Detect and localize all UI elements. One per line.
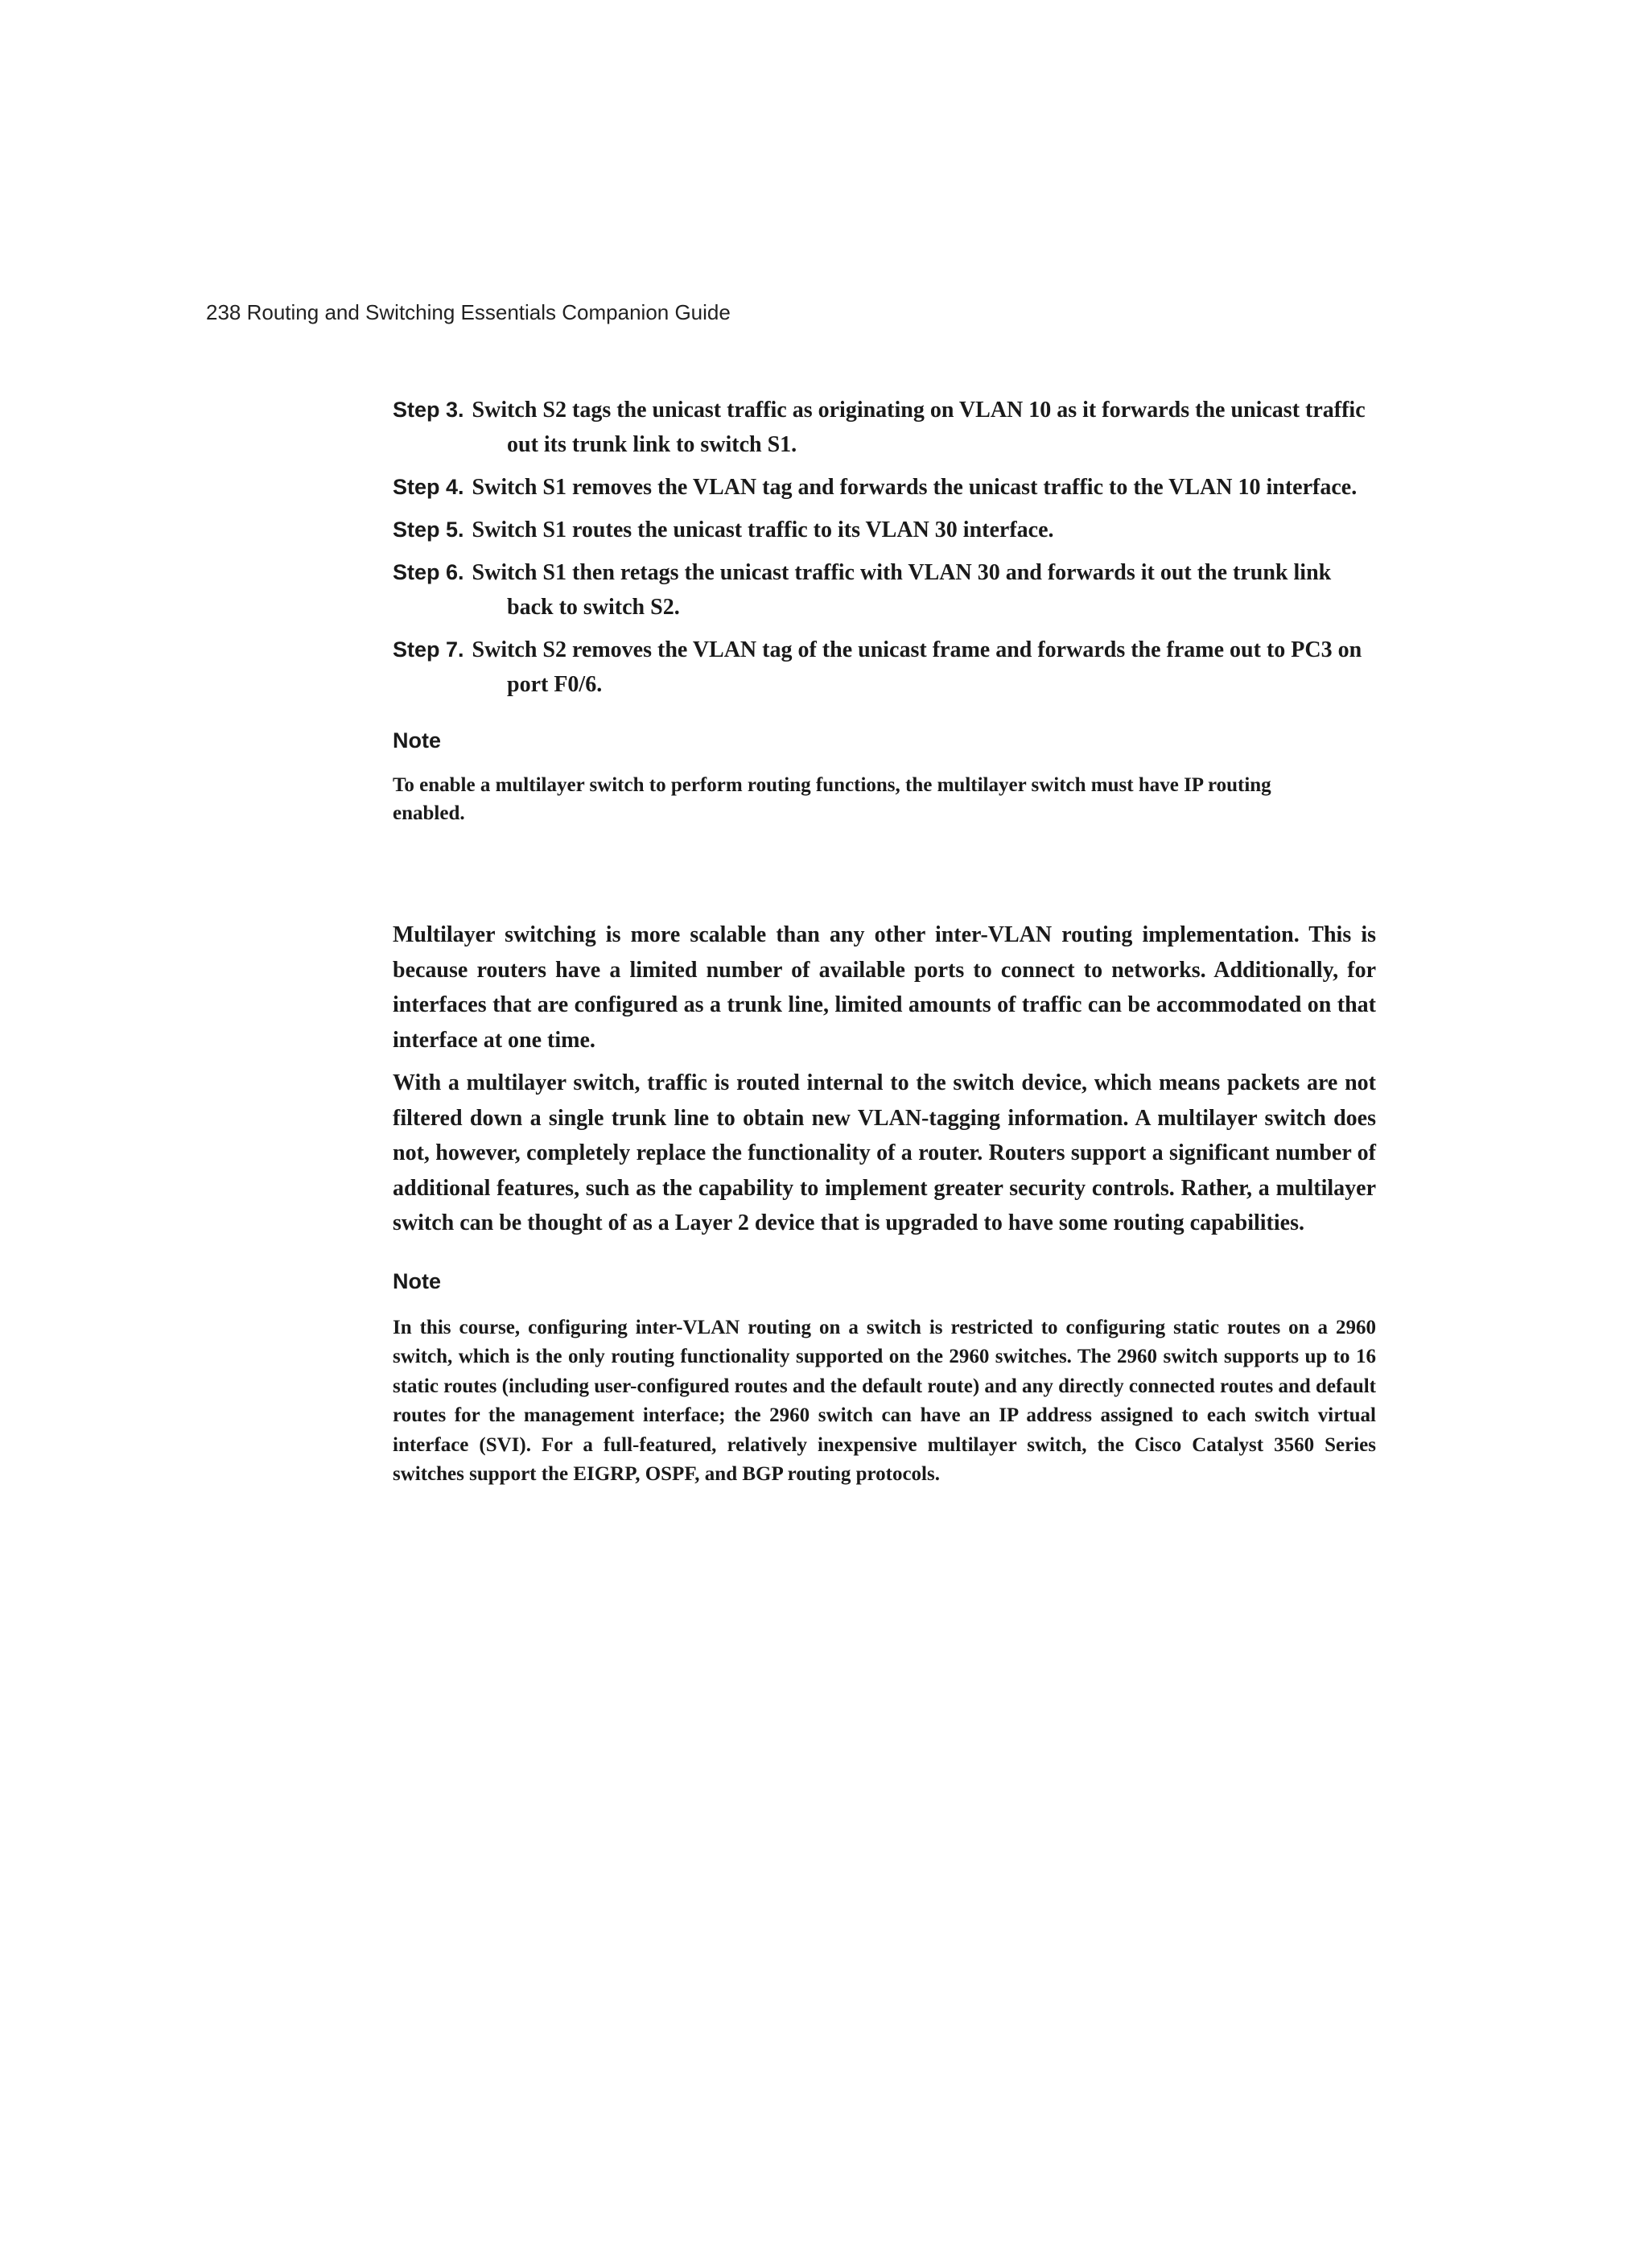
step-4 <box>393 470 1376 505</box>
step-label: Step 4. <box>393 475 464 499</box>
note-heading: Note <box>393 728 441 753</box>
note-text: In this course, configuring inter-VLAN routing on a switch is restricted to configuring static routes on a 2960 switch, which is the only routing functionality supported on the 2960 switches. The 2960 switch supports up to 16 static routes (including user-configured routes and the default route) and any directly connected routes and default routes for the management interface; the 2960 switch can have an IP address assigned to each switch virtual interface (SVI). For a full-featured, relatively inexpensive multilayer switch, the Cisco Catalyst 3560 Series switches support the EIGRP, OSPF, and BGP routing protocols. <box>393 1316 1377 1485</box>
step-label: Step 6. <box>393 560 464 584</box>
page-content <box>393 393 1376 1490</box>
step-6 <box>393 555 1376 625</box>
body-paragraph: With a multilayer switch, traffic is routed internal to the switch device, which means packets are not filtered down a single trunk line to obtain new VLAN-tagging information. A multilayer switch does not, however, completely replace the functionality of a router. Routers support a significant number of additional features, such as the capability to implement greater security controls. Rather, a multilayer switch can be thought of as a Layer 2 device that is upgraded to have some routing capabilities. <box>393 1070 1376 1235</box>
body-paragraph: Multilayer switching is more scalable than any other inter-VLAN routing implementation. This is because routers have a limited number of available ports to connect to networks. Additionally, for interfaces that are configured as a trunk line, limited amounts of traffic can be accommodated on that interface at one time. <box>393 922 1376 1053</box>
step-3 <box>393 393 1376 462</box>
step-7 <box>393 633 1376 702</box>
step-text: Switch S2 removes the VLAN tag of the unicast frame and forwards the frame out to PC3 on port F0/6. <box>472 637 1362 697</box>
step-label: Step 3. <box>393 398 464 422</box>
step-text: Switch S1 routes the unicast traffic to its VLAN 30 interface. <box>472 518 1054 542</box>
note-heading: Note <box>393 1268 441 1293</box>
step-5 <box>393 513 1376 547</box>
step-text: Switch S1 removes the VLAN tag and forwards the unicast traffic to the VLAN 10 interface. <box>472 475 1358 500</box>
running-header: 238 Routing and Switching Essentials Companion Guide <box>206 300 731 324</box>
step-label: Step 7. <box>393 637 464 662</box>
note-text: To enable a multilayer switch to perform routing functions, the multilayer switch must have IP routing enabled. <box>393 774 1271 824</box>
step-text: Switch S1 then retags the unicast traffic with VLAN 30 and forwards it out the trunk link back to switch S2. <box>472 560 1332 620</box>
step-text: Switch S2 tags the unicast traffic as originating on VLAN 10 as it forwards the unicast traffic out its trunk link to switch S1. <box>472 398 1366 457</box>
step-label: Step 5. <box>393 518 464 542</box>
